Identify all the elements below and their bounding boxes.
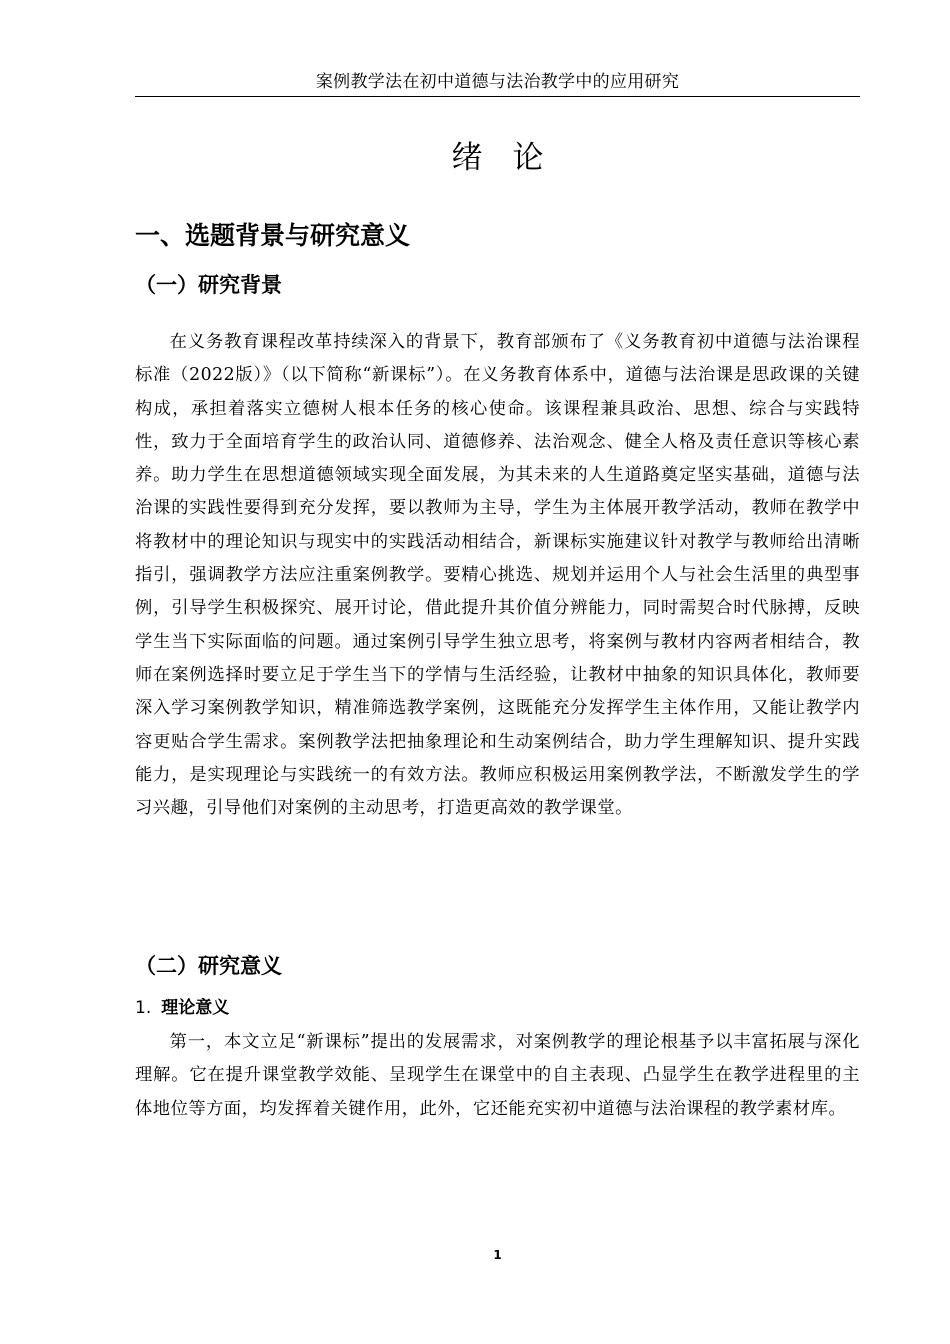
item-heading-label: 理论意义 [161,998,230,1018]
item-heading-theory [135,995,229,1021]
chapter-title: 绪论 [451,140,574,176]
subsection-heading-significance: （二）研究意义 [135,954,282,978]
item-number: 1. [135,998,152,1018]
paragraph-background: 在义务教育课程改革持续深入的背景下，教育部颁布了《义务教育初中道德与法治课程标准（2022版）》（以下简称“新课标”）。在义务教育体系中，道德与法治课是思政课的关键构成，承担着落实立德树人根本任务的核心使命。该课程兼具政治、思想、综合与实践特性，致力于全面培育学生的政治认同、道德修养、法治观念、健全人格及责任意识等核心素养。助力学生在思想道德领域实现全面发展，为其未来的人生道路奠定坚实基础，道德与法治课的实践性要得到充分发挥，要以教师为主导，学生为主体展开教学活动，教师在教学中将教材中的理论知识与现实中的实践活动相结合，新课标实施建议针对教学与教师给出清晰指引，强调教学方法应注重案例教学。要精心挑选、规划并运用个人与社会生活里的典型事例，引导学生积极探究、展开讨论，借此提升其价值分辨能力，同时需契合时代脉搏，反映学生当下实际面临的问题。通过案例引导学生独立思考，将案例与教材内容两者相结合，教师在案例选择时要立足于学生当下的学情与生活经验，让教材中抽象的知识具体化，教师要深入学习案例教学知识，精准筛选教学案例，这既能充分发挥学生主体作用，又能让教学内容更贴合学生需求。案例教学法把抽象理论和生动案例结合，助力学生理解知识、提升实践能力，是实现理论与实践统一的有效方法。教师应积极运用案例教学法，不断激发学生的学习兴趣，引导他们对案例的主动思考，打造更高效的教学课堂。 [135,332,860,819]
page-number: 1 [493,1248,502,1262]
section-heading-1: 一、选题背景与研究意义 [135,221,411,250]
subsection-heading-background: （一）研究背景 [135,273,282,297]
paragraph-theory: 第一，本文立足“新课标”提出的发展需求，对案例教学的理论根基予以丰富拓展与深化理解。它在提升课堂教学效能、呈现学生在课堂中的自主表现、凸显学生在教学进程里的主体地位等方面，均发挥着关键作用，此外，它还能充实初中道德与法治课程的教学素材库。 [135,1032,860,1119]
header-rule [135,96,860,97]
running-header-title: 案例教学法在初中道德与法治教学中的应用研究 [315,72,680,92]
